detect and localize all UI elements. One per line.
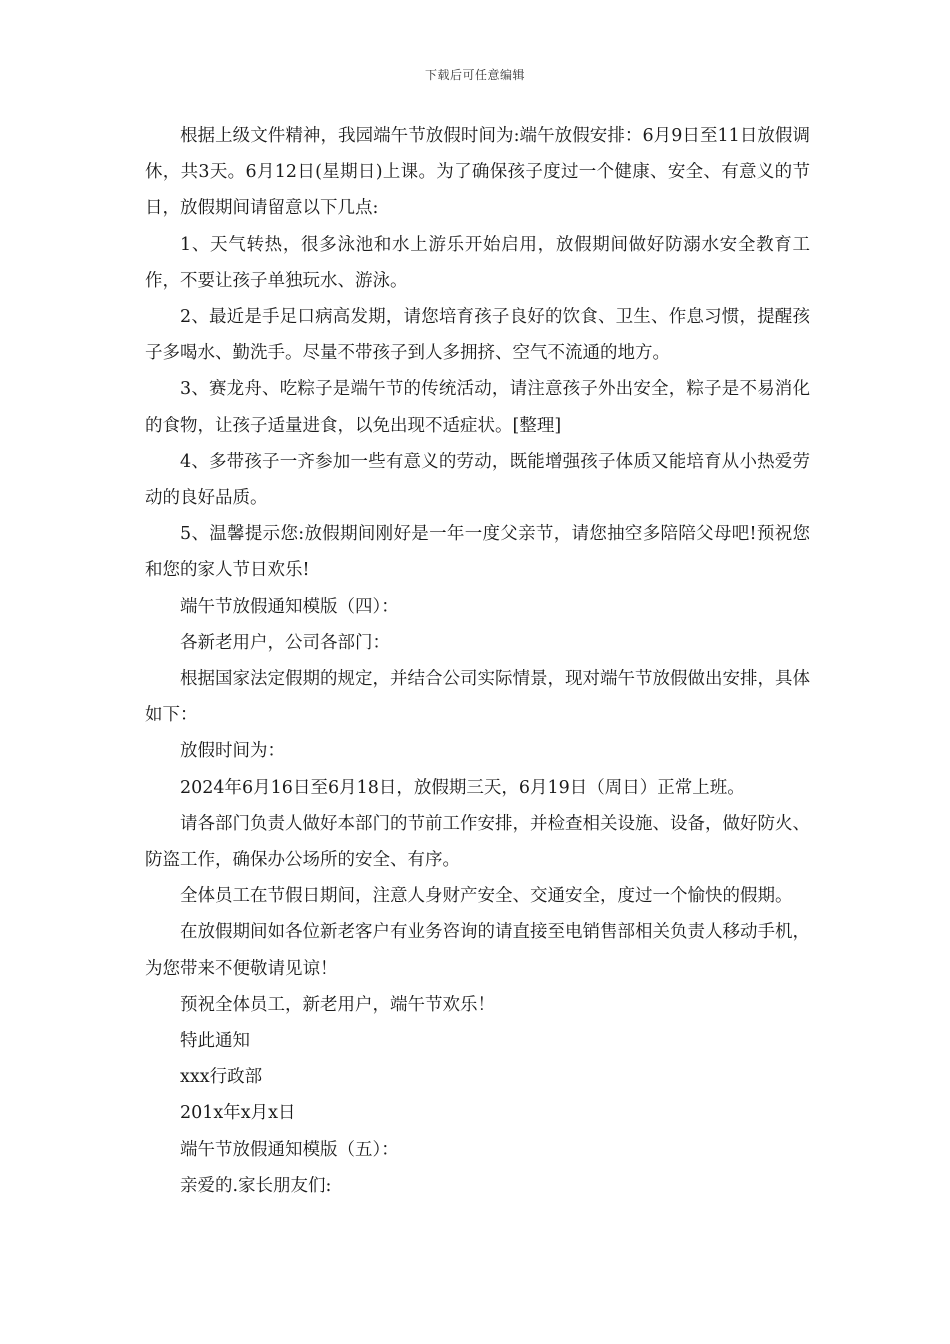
paragraph-kindergarten-intro: 根据上级文件精神，我园端午节放假时间为:端午放假安排：6月9日至11日放假调休，共3天。6月12日(星期日)上课。为了确保孩子度过一个健康、安全、有意义的节日，放假期间请留意以下几点: (145, 126, 810, 219)
section-title-template-4: 端午节放假通知模版（四）： (180, 596, 399, 617)
list-item-2: 2、最近是手足口病高发期，请您培育孩子良好的饮食、卫生、作息习惯，提醒孩子多喝水、勤洗手。尽量不带孩子到人多拥挤、空气不流通的地方。 (145, 307, 810, 364)
paragraph-wishes: 预祝全体员工，新老用户，端午节欢乐！ (180, 994, 495, 1015)
list-item-5: 5、温馨提示您:放假期间刚好是一年一度父亲节，请您抽空多陪陪父母吧!预祝您和您的家人节日欢乐! (145, 524, 810, 581)
paragraph-staff-safety: 全体员工在节假日期间，注意人身财产安全、交通安全，度过一个愉快的假期。 (180, 886, 793, 907)
salutation: 各新老用户，公司各部门： (180, 632, 390, 653)
paragraph-arrangement: 根据国家法定假期的规定，并结合公司实际情景，现对端午节放假做出安排，具体如下： (145, 669, 810, 726)
holiday-dates: 2024年6月16日至6月18日，放假期三天，6月19日（周日）正常上班。 (180, 777, 745, 798)
salutation-parents: 亲爱的.家长朋友们: (180, 1175, 332, 1196)
signature-department: xxx行政部 (180, 1067, 263, 1088)
page-header: 下载后可任意编辑 (424, 68, 525, 82)
list-item-4: 4、多带孩子一齐参加一些有意义的劳动，既能增强孩子体质又能培育从小热爱劳动的良好品质。 (145, 451, 810, 509)
section-title-template-5: 端午节放假通知模版（五）： (180, 1139, 399, 1160)
list-item-3: 3、赛龙舟、吃粽子是端午节的传统活动，请注意孩子外出安全，粽子是不易消化的食物，让孩子适量进食，以免出现不适症状。[整理] (145, 379, 810, 436)
paragraph-customer-notice: 在放假期间如各位新老客户有业务咨询的请直接至电销售部相关负责人移动手机，为您带来不便敬请见谅！ (145, 922, 810, 979)
document-body (145, 118, 810, 1204)
paragraph-department-duties: 请各部门负责人做好本部门的节前工作安排，并检查相关设施、设备，做好防火、防盗工作，确保办公场所的安全、有序。 (145, 813, 810, 871)
list-item-1: 1、天气转热，很多泳池和水上游乐开始启用，放假期间做好防溺水安全教育工作，不要让孩子单独玩水、游泳。 (145, 234, 810, 291)
notice-closing: 特此通知 (180, 1031, 250, 1052)
signature-date: 201x年x月x日 (180, 1103, 296, 1124)
holiday-time-label: 放假时间为： (180, 741, 285, 762)
